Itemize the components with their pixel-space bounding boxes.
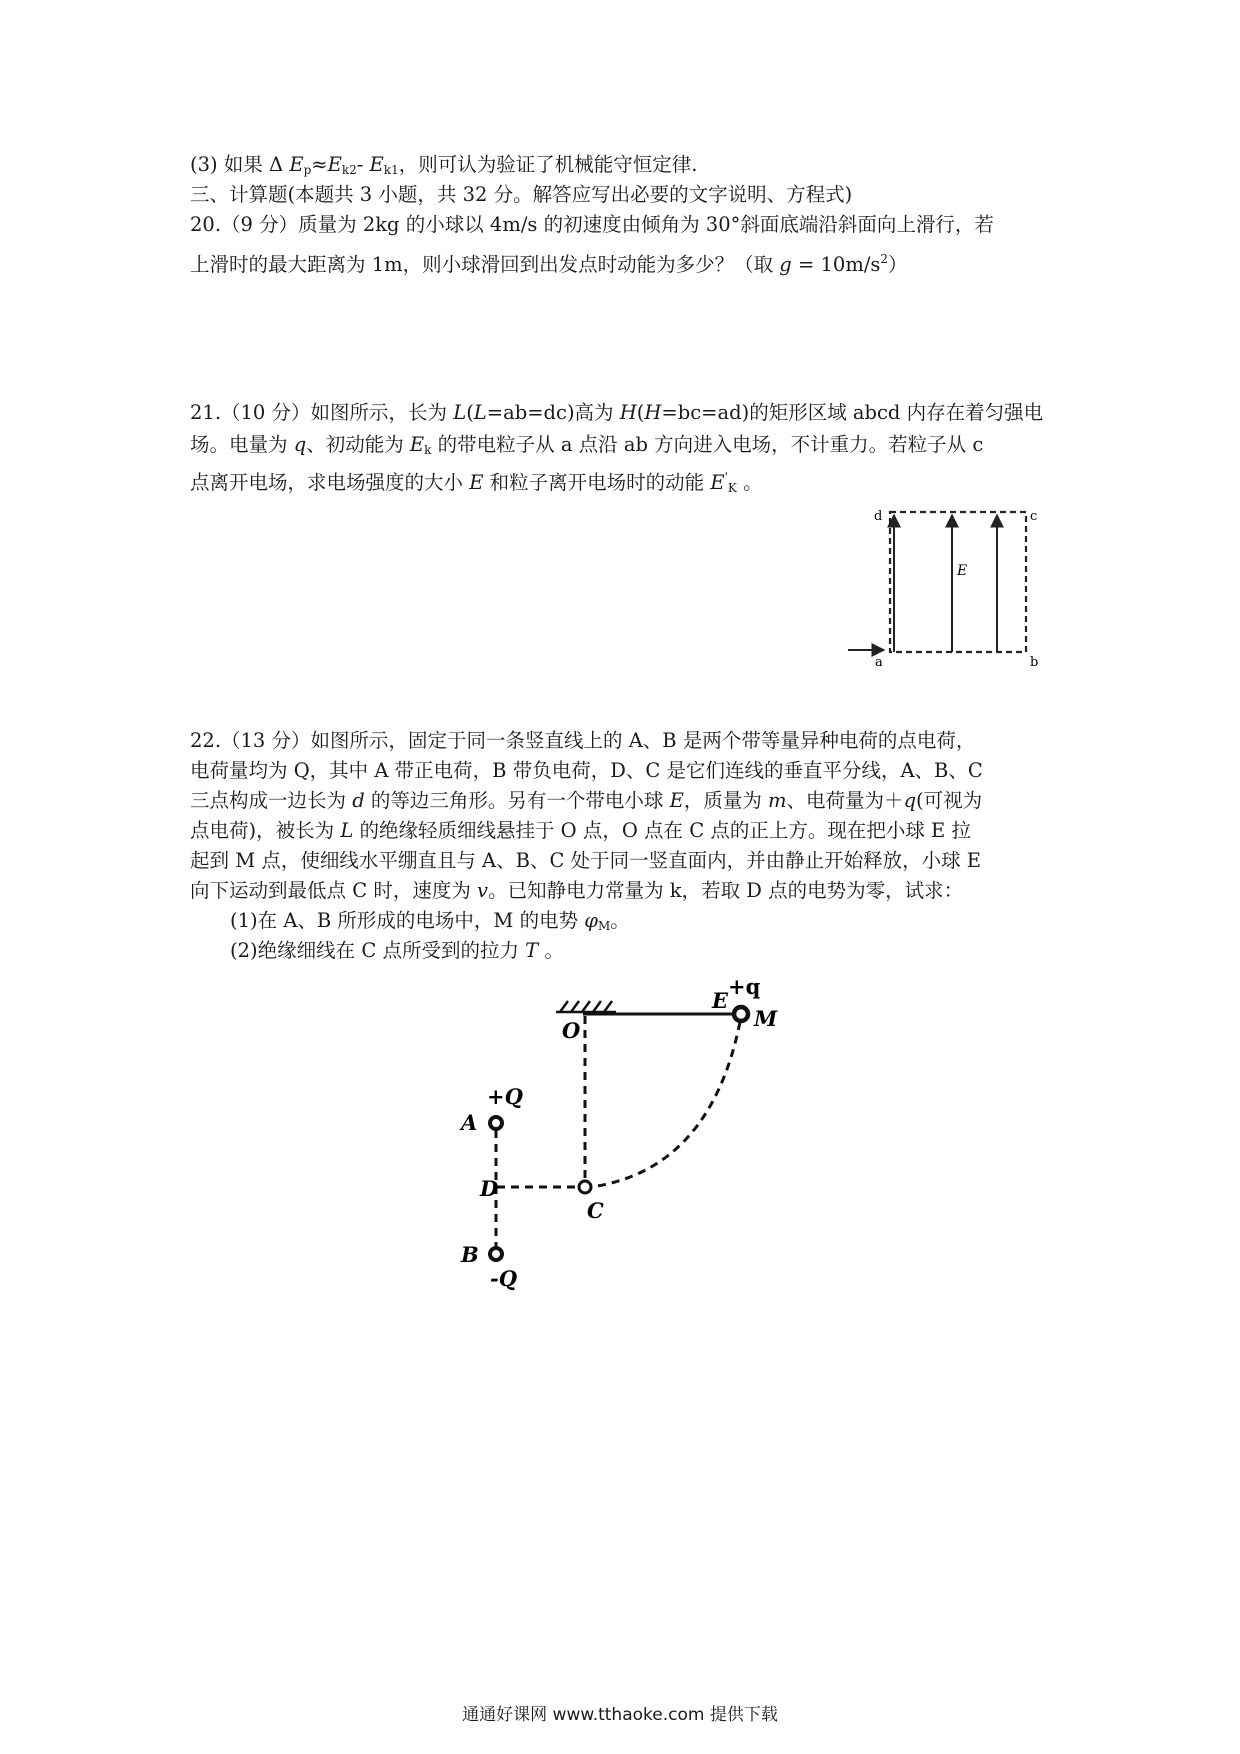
label-plus-Q: +Q	[487, 1084, 523, 1109]
label-field-E: E	[957, 563, 968, 579]
q22-sub-question-1: (1)在 A、B 所形成的电场中，M 的电势 $\varphi_M$。	[230, 909, 630, 933]
label-C: C	[587, 1198, 604, 1223]
item-3-line: (3) 如果 Δ $E_p\approx E_{k2}-$ $E_{k1}$，则可认为验证了机械能守恒定律.	[190, 153, 698, 177]
q22-line-4: 点电荷)，被长为 L 的绝缘轻质细线悬挂于 O 点，O 点在 C 点的正上方。现在把小球 E 拉	[190, 819, 971, 842]
label-B: B	[461, 1242, 479, 1267]
q21-line-3: 点离开电场，求电场强度的大小 E 和粒子离开电场时的动能 $E'_K$ 。	[190, 470, 763, 495]
dashed-arc-MC	[591, 1022, 740, 1187]
ball-E-at-M	[734, 1007, 748, 1021]
q20-line-1: 20.（9 分）质量为 2kg 的小球以 4m/s 的初速度由倾角为 30°斜面底端沿斜面向上滑行，若	[190, 213, 994, 236]
charge-B	[490, 1248, 502, 1260]
q22-line-6: 向下运动到最低点 C 时，速度为 v。已知静电力常量为 k，若取 D 点的电势为零，试求：	[190, 879, 964, 902]
ceiling-support	[556, 1001, 616, 1012]
q22-sub-question-2: (2)绝缘细线在 C 点所受到的拉力 T 。	[230, 939, 564, 962]
section-heading: 三、计算题(本题共 3 小题，共 32 分。解答应写出必要的文字说明、方程式)	[190, 183, 853, 206]
label-c: c	[1030, 509, 1038, 524]
label-M: M	[754, 1006, 778, 1031]
charge-A	[490, 1117, 502, 1129]
label-b: b	[1030, 655, 1039, 670]
page-footer: 通通好课网 www.tthaoke.com 提供下载	[462, 1705, 778, 1725]
point-C	[579, 1181, 591, 1193]
q21-line-1: 21.（10 分）如图所示，长为 L(L=ab=dc)高为 H(H=bc=ad)的矩形区域 abcd 内存在着匀强电	[190, 401, 1044, 424]
label-D: D	[480, 1176, 499, 1201]
label-O: O	[562, 1018, 581, 1043]
q22-line-3: 三点构成一边长为 d 的等边三角形。另有一个带电小球 E，质量为 m、电荷量为＋q(可视为	[190, 789, 983, 812]
label-plus-q: +q	[728, 974, 761, 999]
q22-line-5: 起到 M 点，使细线水平绷直且与 A、B、C 处于同一竖直面内，并由静止开始释放，小球 E	[190, 849, 982, 872]
q21-line-2: 场。电量为 q、初动能为 $E_k$ 的带电粒子从 a 点沿 ab 方向进入电场，不计重力。若粒子从 c	[190, 433, 984, 457]
q22-line-2: 电荷量均为 Q，其中 A 带正电荷，B 带负电荷，D、C 是它们连线的垂直平分线，A、B、C	[190, 759, 983, 782]
label-minus-Q: -Q	[490, 1266, 518, 1291]
label-A: A	[461, 1110, 478, 1135]
label-a: a	[875, 655, 883, 670]
label-E: E	[712, 988, 729, 1013]
label-d: d	[874, 509, 883, 524]
q22-line-1: 22.（13 分）如图所示，固定于同一条竖直线上的 A、B 是两个带等量异种电荷的点电荷，	[190, 729, 976, 752]
q20-line-2: 上滑时的最大距离为 1m，则小球滑回到出发点时动能为多少？（取 $g = 10m/s^2$）	[190, 252, 908, 276]
